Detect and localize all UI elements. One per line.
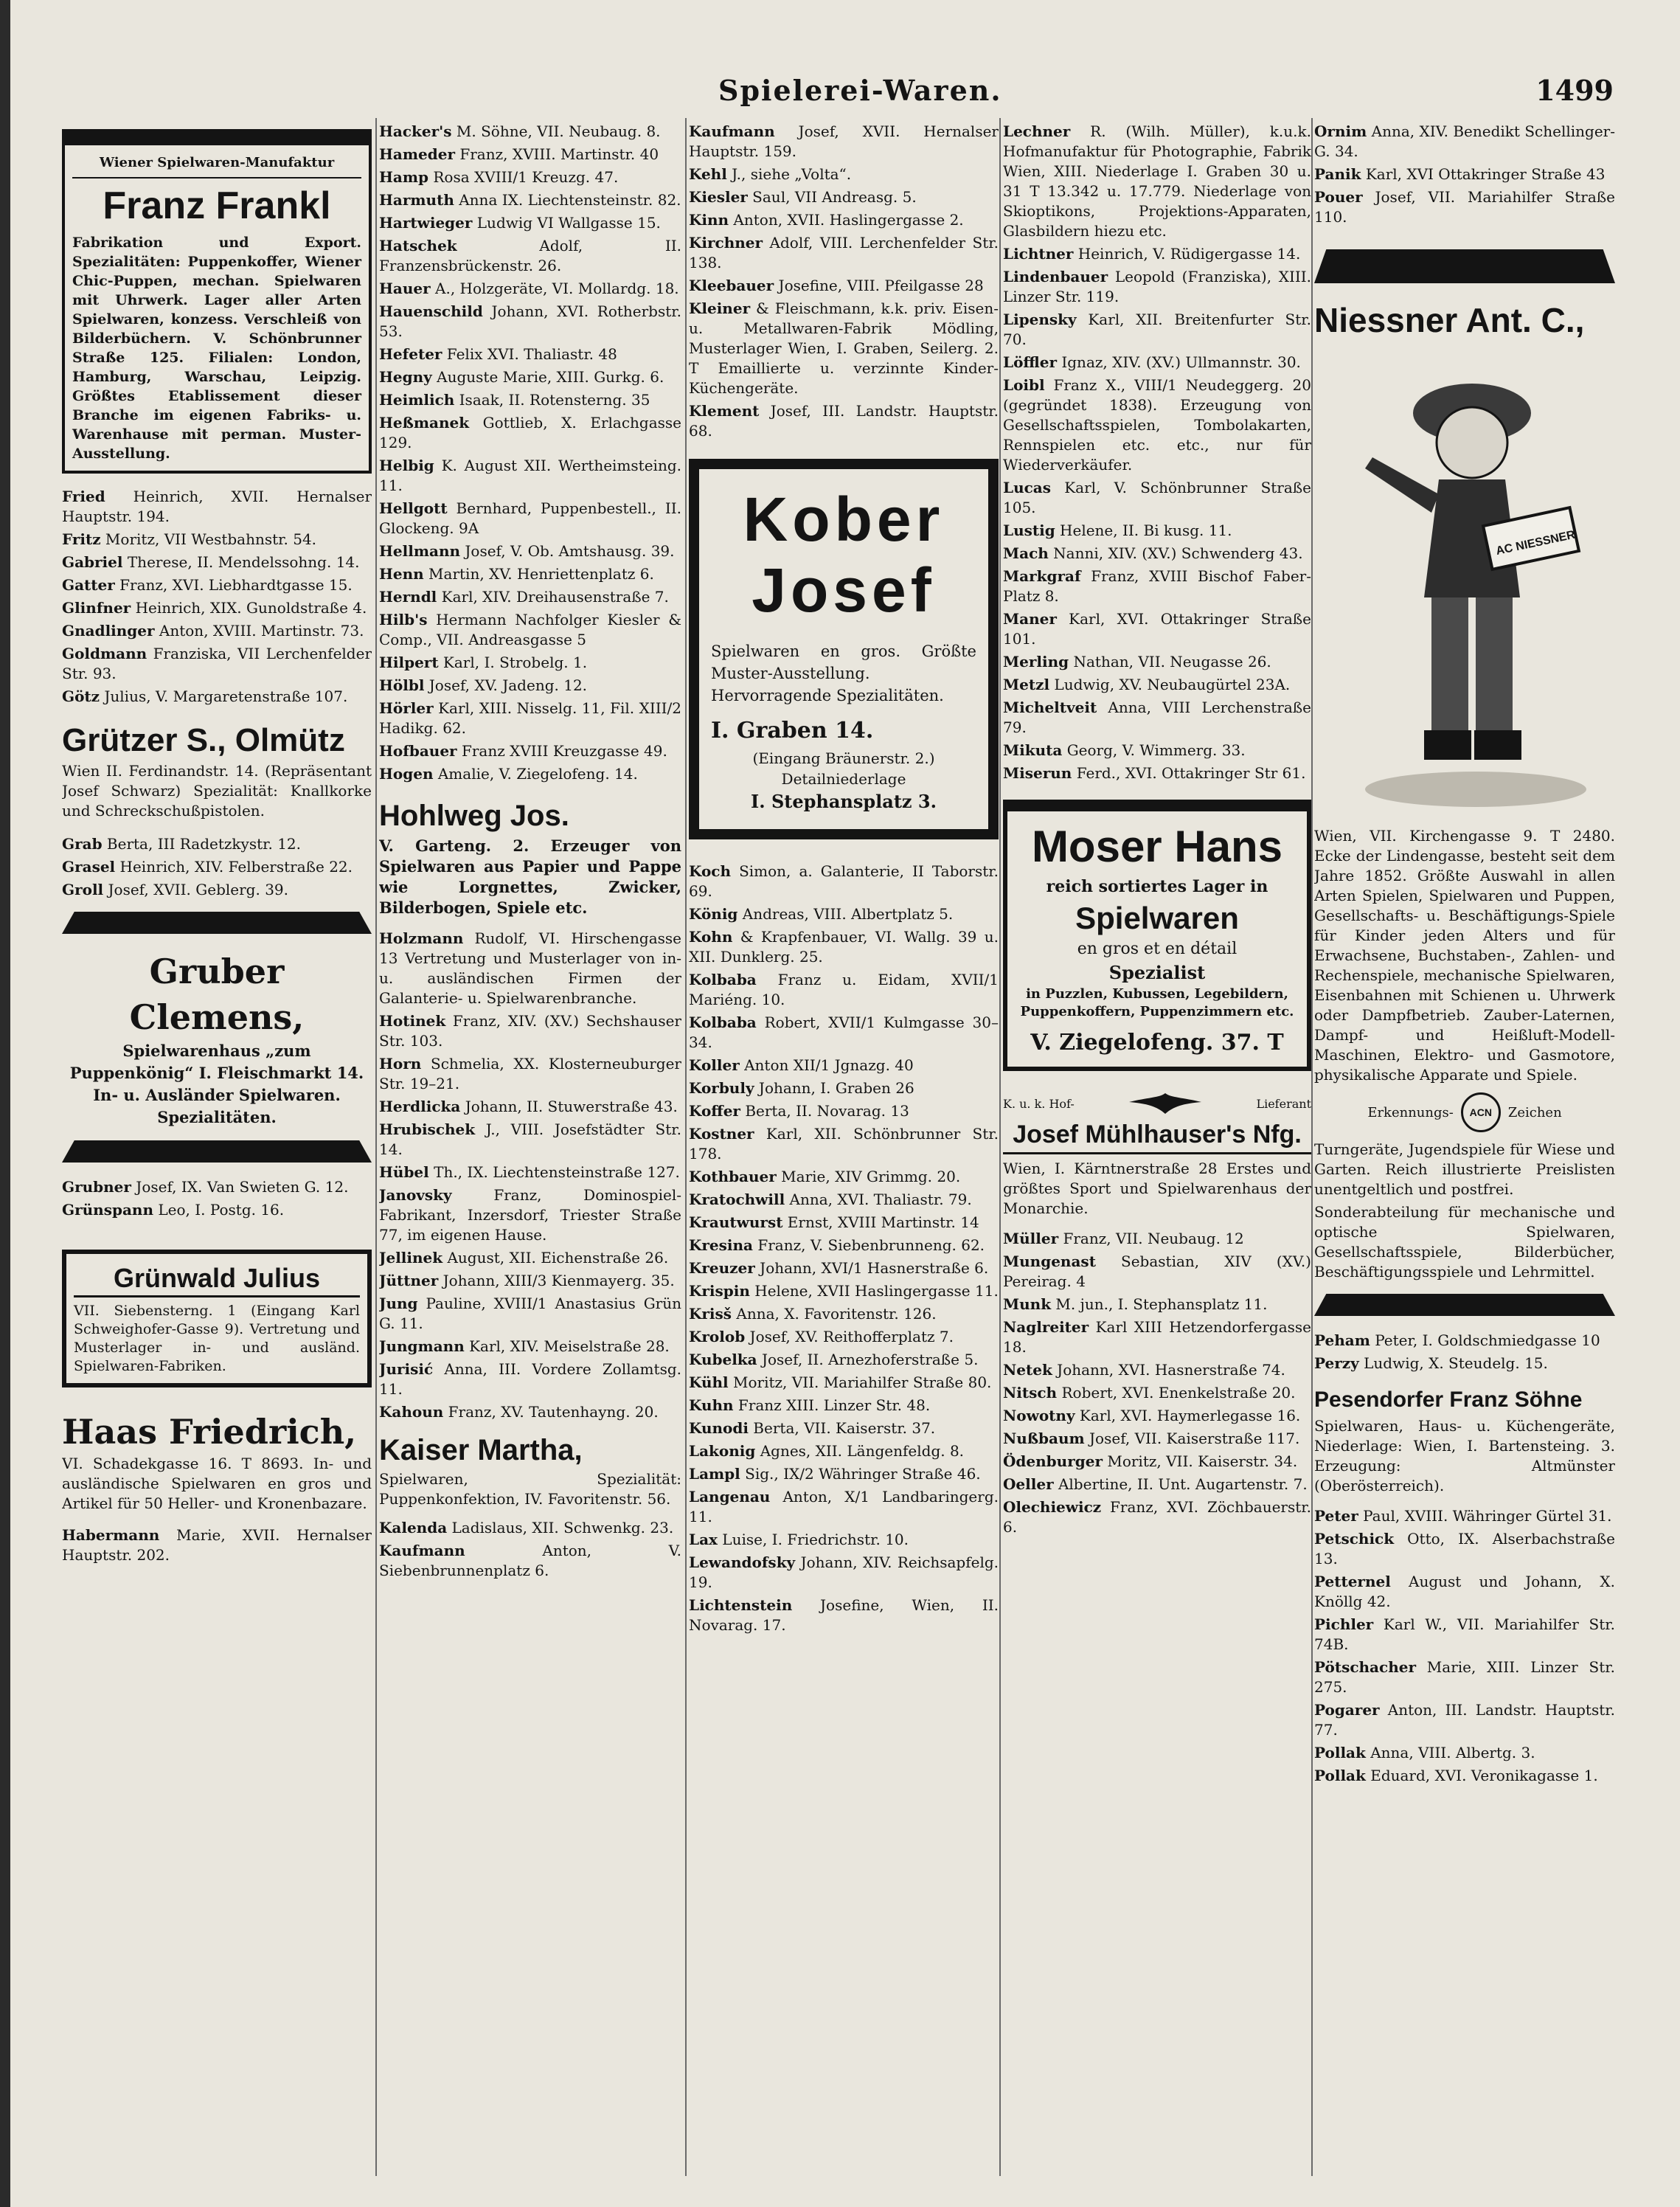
list-item: Hamp Rosa XVIII/1 Kreuzg. 47. (379, 168, 619, 186)
list-item: Kratochwill Anna, XVI. Thaliastr. 79. (689, 1191, 972, 1208)
ad-name: Gruber Clemens, (129, 952, 305, 1037)
ad-name: Haas Friedrich, (62, 1412, 357, 1452)
list-item: Kaufmann Anton, V. Siebenbrunnenplatz 6. (379, 1542, 681, 1579)
list-item: Panik Karl, XVI Ottakringer Straße 43 (1314, 165, 1606, 183)
list-item: Jurisić Anna, III. Vordere Zollamtsg. 11. (379, 1360, 681, 1398)
ad-gruber (62, 949, 372, 1129)
ad-kicker: Wiener Spielwaren-Manufaktur (72, 153, 361, 179)
column-1 (62, 122, 372, 2187)
ad-line: reich sortiertes Lager in (1046, 877, 1268, 896)
list-item: Hefeter Felix XVI. Thaliastr. 48 (379, 345, 617, 363)
list-item: Kuhn Franz XIII. Linzer Str. 48. (689, 1396, 931, 1414)
list-item: Kleiner & Fleischmann, k.k. priv. Eisen- u. Metallwaren-Fabrik Mödling, Musterlager Wien, I. Graben, Seilerg. 2. T Emaillierte u. verzinnte Kinder-Küchengeräte. (689, 299, 999, 397)
ad-name: Grünwald Julius (74, 1261, 360, 1297)
column-rule (685, 118, 687, 2176)
list-item: Jungmann Karl, XIV. Meiselstraße 28. (379, 1337, 670, 1355)
list-item: Pollak Anna, VIII. Albertg. 3. (1314, 1744, 1535, 1761)
list-item: Mungenast Sebastian, XIV (XV.) Pereirag. 4 (1003, 1253, 1311, 1290)
list-item: Hameder Franz, XVIII. Martinstr. 40 (379, 145, 659, 163)
ad-niessner (1314, 298, 1615, 1282)
ad-text: Spielwarenhaus „zum Puppenkönig“ I. Fleischmarkt 14. In- u. Ausländer Spielwaren. Spezialitäten. (69, 1042, 364, 1126)
list-item: Oeller Albertine, II. Unt. Augartenstr. 7. (1003, 1475, 1308, 1493)
list-item: Lax Luise, I. Friedrichstr. 10. (689, 1531, 909, 1548)
list-item: Hilpert Karl, I. Strobelg. 1. (379, 654, 588, 671)
ad-text: Fabrikation und Export. Spezialitäten: Puppenkoffer, Wiener Chic-Puppen, mechan. Spielwaren mit Uhrwerk. Lager aller Arten Spielwaren, konzess. Verschleiß von Bilderbüchern. V. Schönbrunner Straße 125. Filialen: London, Hamburg, Warschau, Leipzig. Größtes Etablissement dieser Branche im eigenen Fabriks- u. Warenhause mit perman. Muster-Ausstellung. (72, 235, 361, 462)
list-item: Hegny Auguste Marie, XIII. Gurkg. 6. (379, 368, 664, 386)
list-item: Kresina Franz, V. Siebenbrunneng. 62. (689, 1236, 985, 1254)
ad-name: Josef Mühlhauser's Nfg. (1003, 1117, 1311, 1154)
ad-name: Hohlweg Jos. (379, 800, 569, 832)
page-title: Spielerei-Waren. (718, 74, 1002, 107)
list-item: Kühl Moritz, VII. Mariahilfer Straße 80. (689, 1373, 992, 1391)
list-item: Kolbaba Franz u. Eidam, XVII/1 Mariéng. 10. (689, 971, 999, 1008)
column-3 (689, 122, 999, 2187)
list-item: Müller Franz, VII. Neubaug. 12 (1003, 1230, 1244, 1247)
entries-group (1003, 122, 1311, 783)
list-item: Kiesler Saul, VII Andreasg. 5. (689, 188, 917, 206)
list-item: Kreuzer Johann, XVI/1 Hasnerstraße 6. (689, 1259, 989, 1277)
list-item: Kalenda Ladislaus, XII. Schwenkg. 23. (379, 1519, 674, 1536)
entries-group (1003, 1229, 1311, 1537)
list-item: Hübel Th., IX. Liechtensteinstraße 127. (379, 1163, 680, 1181)
list-item: Nußbaum Josef, VII. Kaiserstraße 117. (1003, 1430, 1300, 1447)
page-number: 1499 (1535, 74, 1614, 107)
entries-group (379, 929, 681, 1422)
list-item: Hacker's M. Söhne, VII. Neubaug. 8. (379, 122, 661, 140)
list-item: Kohn & Krapfenbauer, VI. Wallg. 39 u. XII. Dunklerg. 25. (689, 928, 999, 966)
list-item: Mach Nanni, XIV. (XV.) Schwenderg 43. (1003, 544, 1303, 562)
list-item: Kolbaba Robert, XVII/1 Kulmgasse 30–34. (689, 1014, 999, 1051)
list-item: Gatter Franz, XVI. Liebhardtgasse 15. (62, 576, 353, 594)
list-item: Hrubischek J., VIII. Josefstädter Str. 14. (379, 1120, 681, 1158)
ad-address-label: Detailniederlage (781, 770, 906, 788)
list-item: Mikuta Georg, V. Wimmerg. 33. (1003, 741, 1246, 759)
trademark-label-right: Zeichen (1507, 1104, 1562, 1120)
list-item: Grünspann Leo, I. Postg. 16. (62, 1201, 285, 1219)
list-item: Hofbauer Franz XVIII Kreuzgasse 49. (379, 742, 667, 760)
ad-moser-hans (1003, 800, 1311, 1071)
list-item: Kleebauer Josefine, VIII. Pfeilgasse 28 (689, 277, 984, 294)
divider-bar (1314, 249, 1615, 283)
list-item: Pötschacher Marie, XIII. Linzer Str. 275. (1314, 1658, 1615, 1696)
list-item: Grasel Heinrich, XIV. Felberstraße 22. (62, 858, 353, 876)
list-item: Lucas Karl, V. Schönbrunner Straße 105. (1003, 479, 1311, 516)
list-item: Hauenschild Johann, XVI. Rotherbstr. 53. (379, 302, 681, 340)
boy-with-box-illustration (1343, 347, 1586, 819)
list-item: Hotinek Franz, XIV. (XV.) Sechshauser Str. 103. (379, 1012, 681, 1050)
list-item: Koch Simon, a. Galanterie, II Taborstr. 69. (689, 862, 999, 900)
list-item: Heimlich Isaak, II. Rotensterng. 35 (379, 391, 650, 409)
list-item: Kahoun Franz, XV. Tautenhayng. 20. (379, 1403, 659, 1421)
entries-group (1314, 1331, 1615, 1373)
list-item: Lewandofsky Johann, XIV. Reichsapfelg. 19. (689, 1553, 999, 1591)
ad-name-line2: Josef (752, 555, 936, 625)
divider-bar (1314, 1294, 1615, 1316)
ad-text: Wien, VII. Kirchengasse 9. T 2480. Ecke der Lindengasse, besteht seit dem Jahre 1852. Größte Auswahl in allen Arten Spielen, Spielwaren und Puppen, Gesellschafts- u. Beschäftigungs-Spiele für Kinder jeden Alters und für Erwachsene, Buchstaben-, Zahlen- und Rechenspiele, mechanische Spielwaren, Eisenbahnen mit Schienen u. Uhrwerk oder Dampfbetrieb. Zauber-Laternen, Dampf- und Heißluft-Modell-Maschinen, Elektro- und Gasmotore, physikalische Apparate und Spiele. (1314, 827, 1615, 1084)
list-item: Fried Heinrich, XVII. Hernalser Hauptstr. 194. (62, 488, 372, 525)
list-item: Pollak Eduard, XVI. Veronikagasse 1. (1314, 1767, 1598, 1784)
list-item: Netek Johann, XVI. Hasnerstraße 74. (1003, 1361, 1285, 1379)
list-item: Lipensky Karl, XII. Breitenfurter Str. 70. (1003, 311, 1311, 348)
entries-group (689, 862, 999, 1635)
list-item: Krisš Anna, X. Favoritenstr. 126. (689, 1305, 937, 1323)
trademark-label-left: Erkennungs- (1367, 1104, 1454, 1120)
list-item: Herndl Karl, XIV. Dreihausenstraße 7. (379, 588, 669, 606)
ad-name-line1: Kober (743, 485, 945, 554)
ad-kaiser (379, 1431, 681, 1509)
list-item: Peham Peter, I. Goldschmiedgasse 10 (1314, 1331, 1600, 1349)
ad-name: Grützer S., Olmütz (62, 722, 345, 758)
list-item: Krispin Helene, XVII Haslingergasse 11. (689, 1282, 999, 1300)
list-item: Fritz Moritz, VII Westbahnstr. 54. (62, 530, 317, 548)
entries-group (379, 122, 681, 784)
ad-name: Kaiser Martha, (379, 1434, 583, 1466)
list-item: Metzl Ludwig, XV. Neubaugürtel 23A. (1003, 676, 1291, 693)
entries-group (689, 122, 999, 441)
list-item: Krolob Josef, XV. Reithofferplatz 7. (689, 1328, 954, 1345)
list-item: Hörler Karl, XIII. Nisselg. 11, Fil. XIII/2 Hadikg. 62. (379, 699, 681, 737)
list-item: Kunodi Berta, VII. Kaiserstr. 37. (689, 1419, 936, 1437)
list-item: Langenau Anton, X/1 Landbaringerg. 11. (689, 1488, 999, 1525)
ad-line: en gros et en détail (1077, 940, 1238, 958)
list-item: Lichtenstein Josefine, Wien, II. Novarag. 17. (689, 1596, 999, 1634)
list-item: Gnadlinger Anton, XVIII. Martinstr. 73. (62, 622, 364, 640)
list-item: Pogarer Anton, III. Landstr. Hauptstr. 77. (1314, 1701, 1615, 1739)
list-item: Koffer Berta, II. Novarag. 13 (689, 1102, 909, 1120)
acn-trademark-icon: ACN (1461, 1092, 1501, 1132)
list-item: Lichtner Heinrich, V. Rüdigergasse 14. (1003, 245, 1301, 263)
ad-name: Moser Hans (1031, 822, 1283, 871)
list-item: Janovsky Franz, Dominospiel-Fabrikant, Inzersdorf, Triester Straße 77, im eigenen Hause. (379, 1186, 681, 1244)
ad-line: Spielwaren (1075, 901, 1239, 935)
list-item: Helbig K. August XII. Wertheimsteing. 11. (379, 457, 681, 494)
list-item: Micheltveit Anna, VIII Lerchenstraße 79. (1003, 699, 1311, 736)
column-4 (1003, 122, 1311, 2187)
divider-bar (62, 1140, 372, 1163)
list-item: Götz Julius, V. Margaretenstraße 107. (62, 687, 348, 705)
ad-haas (62, 1410, 372, 1514)
list-item: Maner Karl, XVI. Ottakringer Straße 101. (1003, 610, 1311, 648)
list-item: Hellmann Josef, V. Ob. Amtshausg. 39. (379, 542, 675, 560)
list-item: Lustig Helene, II. Bi kusg. 11. (1003, 522, 1232, 539)
list-item: Kinn Anton, XVII. Haslingergasse 2. (689, 211, 964, 229)
list-item: Hatschek Adolf, II. Franzensbrückenstr. 26. (379, 237, 681, 274)
list-item: Loibl Franz X., VIII/1 Neudeggerg. 20 (gegründet 1838). Erzeugung von Gesellschaftsspielen, Tombolakarten, Rennspielen etc. etc., nur für Wiederverkäufer. (1003, 376, 1311, 474)
ad-text: VII. Siebensterng. 1 (Eingang Karl Schweighofer-Gasse 9). Vertretung und Musterlager in- und ausländ. Spielwaren-Fabriken. (74, 1303, 360, 1374)
divider-bar (62, 912, 372, 934)
list-item: Hogen Amalie, V. Ziegelofeng. 14. (379, 765, 638, 783)
list-item: Kubelka Josef, II. Arnezhoferstraße 5. (689, 1351, 979, 1368)
list-item: Kehl J., siehe „Volta“. (689, 165, 852, 183)
ad-text: Turngeräte, Jugendspiele für Wiese und Garten. Reich illustrierte Preislisten unentgeltlich und postfrei. (1314, 1140, 1615, 1198)
list-item: Glinfner Heinrich, XIX. Gunoldstraße 4. (62, 599, 367, 617)
list-item: Habermann Marie, XVII. Hernalser Hauptstr. 202. (62, 1526, 372, 1564)
list-item: Kirchner Adolf, VIII. Lerchenfelder Str. 138. (689, 234, 999, 271)
list-item: Markgraf Franz, XVIII Bischof Faber-Platz 8. (1003, 567, 1311, 605)
entries-group (62, 1177, 372, 1220)
ad-text: Spielwaren, Spezialität: Puppenkonfektion, IV. Favoritenstr. 56. (379, 1470, 681, 1508)
list-item: Herdlicka Johann, II. Stuwerstraße 43. (379, 1098, 678, 1115)
list-item: Lampl Sig., IX/2 Währinger Straße 46. (689, 1465, 981, 1483)
ad-address: V. Ziegelofeng. 37. T (1030, 1030, 1284, 1056)
directory-page (10, 0, 1680, 2207)
ad-grunwald (62, 1250, 372, 1387)
list-item: König Andreas, VIII. Albertplatz 5. (689, 905, 954, 923)
list-item: Merling Nathan, VII. Neugasse 26. (1003, 653, 1271, 671)
ad-address: I. Graben 14. (711, 718, 874, 744)
ad-franz-frankl (62, 129, 372, 474)
ad-name: Franz Frankl (103, 184, 331, 227)
list-item: Jüttner Johann, XIII/3 Kienmayerg. 35. (379, 1272, 675, 1289)
ad-text: Sonderabteilung für mechanische und optische Spielwaren, Gesellschaftsspiele, Bilderbücher, Beschäftigungsspiele und Lehrmittel. (1314, 1203, 1615, 1281)
list-item: Henn Martin, XV. Henriettenplatz 6. (379, 565, 654, 583)
ad-line: in Puzzlen, Kubussen, Legebildern, Puppenkoffern, Puppenzimmern etc. (1020, 986, 1294, 1019)
column-rule (999, 118, 1001, 2176)
list-item: Ödenburger Moritz, VII. Kaiserstr. 34. (1003, 1452, 1298, 1470)
list-item: Ornim Anna, XIV. Benedikt Schellinger-G. 34. (1314, 122, 1615, 160)
ad-text: V. Garteng. 2. Erzeuger von Spielwaren aus Papier und Pappe wie Lorgnettes, Zwicker, Bilderbogen, Spiele etc. (379, 836, 681, 917)
ad-text: Spielwaren en gros. Größte Muster-Ausstellung. Hervorragende Spezialitäten. (711, 642, 976, 704)
list-item: Lindenbauer Leopold (Franziska), XIII. Linzer Str. 119. (1003, 268, 1311, 305)
list-item: Kothbauer Marie, XIV Grimmg. 20. (689, 1168, 961, 1185)
list-item: Korbuly Johann, I. Graben 26 (689, 1079, 914, 1097)
ad-muhlhauser (1003, 1090, 1311, 1219)
ad-hohlweg (379, 796, 681, 918)
ad-text: VI. Schadekgasse 16. T 8693. In- und ausländische Spielwaren en gros und Artikel für 50 Heller- und Kronenbazare. (62, 1455, 372, 1512)
list-item: Pichler Karl W., VII. Mariahilfer Str. 74B. (1314, 1615, 1615, 1653)
list-item: Petternel August und Johann, X. Knöllg 42. (1314, 1573, 1615, 1610)
entries-group (62, 487, 372, 707)
list-item: Peter Paul, XVIII. Währinger Gürtel 31. (1314, 1507, 1612, 1525)
list-item: Jung Pauline, XVIII/1 Anastasius Grün G. 11. (379, 1295, 681, 1332)
ad-address-2: I. Stephansplatz 3. (751, 791, 937, 812)
list-item: Hartwieger Ludwig VI Wallgasse 15. (379, 214, 661, 232)
box-label: AC NIESSNER (1494, 528, 1577, 558)
entries-group (62, 834, 372, 900)
list-item: Olechiewicz Franz, XVI. Zöchbauerstr. 6. (1003, 1498, 1311, 1536)
ad-address-note: (Eingang Bräunerstr. 2.) (752, 749, 935, 767)
list-item: Hilb's Hermann Nachfolger Kiesler & Comp., VII. Andreasgasse 5 (379, 611, 681, 648)
ad-kicker-left: K. u. k. Hof- (1003, 1096, 1075, 1111)
list-item: Nitsch Robert, XVI. Enenkelstraße 20. (1003, 1384, 1296, 1402)
list-item: Klement Josef, III. Landstr. Hauptstr. 68. (689, 402, 999, 440)
list-item: Lakonig Agnes, XII. Längenfeldg. 8. (689, 1442, 965, 1460)
list-item: Grubner Josef, IX. Van Swieten G. 12. (62, 1178, 349, 1196)
list-item: Jellinek August, XII. Eichenstraße 26. (379, 1249, 669, 1267)
list-item: Horn Schmelia, XX. Klosterneuburger Str. 19–21. (379, 1055, 681, 1092)
ad-text: Spielwaren, Haus- u. Küchengeräte, Niederlage: Wien, I. Bartensteing. 3. Erzeugung: Altmünster (Oberösterreich). (1314, 1417, 1615, 1494)
list-item: Naglreiter Karl XIII Hetzendorfergasse 18. (1003, 1318, 1311, 1356)
list-item: Krautwurst Ernst, XVIII Martinstr. 14 (689, 1213, 979, 1231)
list-item: Koller Anton XII/1 Jgnazg. 40 (689, 1056, 914, 1074)
list-item: Munk M. jun., I. Stephansplatz 11. (1003, 1295, 1268, 1313)
ad-kober-josef (689, 459, 999, 839)
ad-name: Niessner Ant. C., (1314, 301, 1585, 339)
list-item: Hauer A., Holzgeräte, VI. Mollardg. 18. (379, 280, 679, 297)
list-item: Hellgott Bernhard, Puppenbestell., II. Glockeng. 9A (379, 499, 681, 537)
ad-pesendorfer (1314, 1384, 1615, 1496)
list-item: Heßmanek Gottlieb, X. Erlachgasse 129. (379, 414, 681, 451)
eagle-crest-icon (1125, 1090, 1206, 1117)
list-item: Petschick Otto, IX. Alserbachstraße 13. (1314, 1530, 1615, 1567)
list-item: Lechner R. (Wilh. Müller), k.u.k. Hofmanufaktur für Photographie, Fabrik Wien, XIII. Niederlage I. Graben 30 u. 31 T 13.342 u. 17.779. Niederlage von Skioptikons, Projektions-Apparaten, Glasbildern hiezu etc. (1003, 122, 1311, 240)
list-item: Gabriel Therese, II. Mendelssohng. 14. (62, 553, 360, 571)
ad-grutzer (62, 720, 372, 821)
ad-line: Spezialist (1108, 962, 1206, 983)
list-item: Harmuth Anna IX. Liechtensteinstr. 82. (379, 191, 681, 209)
list-item: Miserun Ferd., XVI. Ottakringer Str 61. (1003, 764, 1306, 782)
list-item: Kostner Karl, XII. Schönbrunner Str. 178. (689, 1125, 999, 1163)
ad-text: Wien, I. Kärntnerstraße 28 Erstes und größtes Sport und Spielwarenhaus der Monarchie. (1003, 1160, 1311, 1217)
page-header (10, 74, 1680, 118)
column-5 (1314, 122, 1615, 2187)
list-item: Hölbl Josef, XV. Jadeng. 12. (379, 676, 588, 694)
column-2 (379, 122, 681, 2187)
list-item: Pouer Josef, VII. Mariahilfer Straße 110. (1314, 188, 1615, 226)
list-item: Holzmann Rudolf, VI. Hirschengasse 13 Vertretung und Musterlager von in- u. ausländischen Firmen der Galanterie- u. Spielwarenbranche. (379, 929, 681, 1007)
list-item: Löffler Ignaz, XIV. (XV.) Ullmannstr. 30. (1003, 353, 1301, 371)
list-item: Nowotny Karl, XVI. Haymerlegasse 16. (1003, 1407, 1301, 1424)
ad-kicker-right: Lieferant (1256, 1096, 1311, 1111)
list-item: Goldmann Franziska, VII Lerchenfelder Str. 93. (62, 645, 372, 682)
entries-group (1314, 122, 1615, 227)
list-item: Grab Berta, III Radetzkystr. 12. (62, 835, 302, 853)
list-item: Perzy Ludwig, X. Steudelg. 15. (1314, 1354, 1548, 1372)
ad-text: Wien II. Ferdinandstr. 14. (Repräsentant Josef Schwarz) Spezialität: Knallkorke und Schreckschußpistolen. (62, 762, 372, 820)
column-rule (1311, 118, 1313, 2176)
list-item: Groll Josef, XVII. Geblerg. 39. (62, 881, 289, 898)
entries-group (1314, 1506, 1615, 1786)
column-rule (375, 118, 377, 2176)
list-item: Kaufmann Josef, XVII. Hernalser Hauptstr. 159. (689, 122, 999, 160)
ad-name: Pesendorfer Franz Söhne (1314, 1387, 1583, 1412)
